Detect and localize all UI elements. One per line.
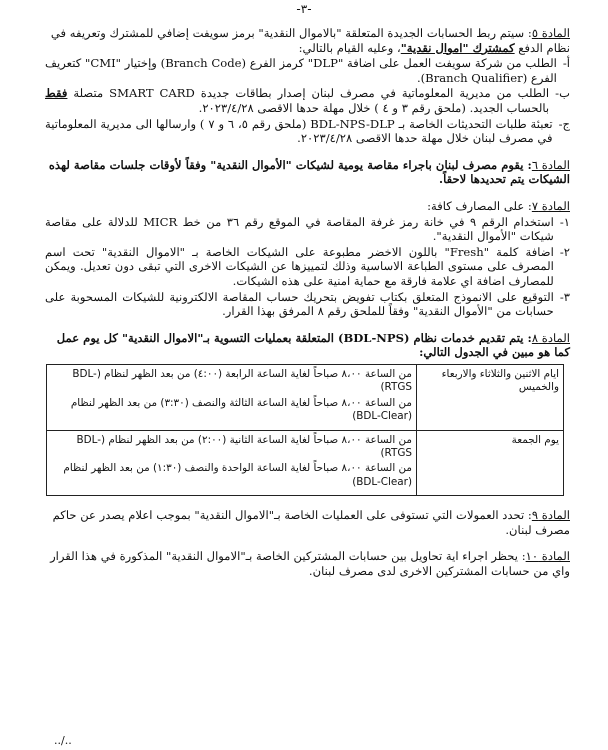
article-label: المادة ٧ (531, 198, 570, 213)
article-label: المادة ٨ (531, 330, 570, 345)
article-7: المادة ٧: على المصارف كافة: ١- استخدام الرقم ٩ في خانة رمز غرفة المقاصة في الموقع رقم ٣٦ من خط MICR للدلالة على مقاصة شيكات "الأموال النقدية". ٢- اضافة كلمة "Fresh" باللون الاخضر مطبوعة على الشيكات الخاصة بـ "الاموال النقدية" تحت اسم المصرف على مستوى الطباعة الاساسية وذلك لتمييزها عن الشيكات الاخرى التي تبقى دون تعديل. ويمكن للمصارف اضافة اي علامة فارقة مع حماية امنية على هذه الشيكات. ٣- التوقيع على الانموذج المتعلق بكتاب تفويض بتحريك حساب المقاصة الالكترونية للشيكات المسحوبة على حسابات من "الأموال النقدية" وفقاً للملحق رقم ٨ المرفق بهذا القرار. (45, 198, 570, 319)
article-8-text: : يتم تقديم خدمات نظام (BDL-NPS) المتعلقة بعمليات التسوية بـ"الاموال النقدية" كل يوم عمل كما هو مبين في الجدول التالي: (56, 330, 570, 360)
article-9-text: : تحدد العمولات التي تستوفى على العمليات الخاصة بـ"الاموال النقدية" بموجب اعلام يصدر عن حاكم مصرف لبنان. (52, 508, 570, 537)
table-row (47, 430, 564, 496)
article-5 (45, 26, 570, 146)
article-8 (45, 331, 570, 496)
continuation-mark: ../.. (54, 734, 72, 747)
article-9 (45, 508, 570, 537)
document-body (45, 26, 570, 591)
article-6-text: : يقوم مصرف لبنان باجراء مقاصة يومية لشيكات "الأموال النقدية" وفقاً لأوقات جلسات مقاصة لهذه الشيكات يتم تحديدها لاحقاً. (48, 157, 570, 187)
article-label: المادة ٦ (531, 157, 570, 172)
list-item: ب- الطلب من مديرية المعلوماتية في مصرف لبنان إصدار بطاقات جديدة SMART CARD متصلة فقط بالحساب الجديد. (ملحق رقم ٣ و ٤ ) خلال مهلة حدها الاقصى ٢٠٢٣/٤/٢٨. (45, 86, 570, 115)
list-item: ٣- التوقيع على الانموذج المتعلق بكتاب تفويض بتحريك حساب المقاصة الالكترونية للشيكات المسحوبة على حسابات من "الأموال النقدية" وفقاً للملحق رقم ٨ المرفق بهذا القرار. (45, 289, 570, 319)
list-item: أ- الطلب من شركة سويفت العمل على اضافة "DLP" كرمز الفرع (Branch Code) وإختيار "CMI" كتعريف الفرع (Branch Qualifier). (45, 56, 570, 85)
table-cell-days: ايام الاثنين والثلاثاء والاربعاء والخميس (417, 364, 564, 430)
page-number: -٣- (296, 2, 312, 16)
list-item: ج- تعبئة طلبات التحديثات الخاصة بـ BDL-NPS-DLP (ملحق رقم ٥، ٦ و ٧ ) وارسالها الى مديرية المعلوماتية في مصرف لبنان خلال مهلة حدها الاقصى ٢٠٢٣/٤/٢٨. (45, 116, 570, 146)
article-10 (45, 549, 570, 578)
article-label: المادة ٥ (531, 26, 570, 40)
article-label: المادة ١٠ (525, 549, 570, 564)
table-cell-hours: من الساعة ٨،٠٠ صباحاً لغاية الساعة الثانية (٢:٠٠) من بعد الظهر لنظام (BDL-RTGS) من الساعة ٨،٠٠ صباحاً لغاية الساعة الواحدة والنصف (١:٣٠) من بعد الظهر لنظام (BDL-Clear) (47, 430, 417, 496)
table-row (47, 364, 564, 430)
article-5-intro: المادة ٥: سيتم ربط الحسابات الجديدة المتعلقة "بالاموال النقدية" برمز سويفت إضافي للمشترك وتعريفه في نظام الدفع كمشترك "اموال نقدية"، وعليه القيام بالتالي: (50, 26, 570, 55)
schedule-table (46, 364, 564, 496)
article-10-text: : يحظر اجراء اية تحاويل بين حسابات المشتركين الخاصة بـ"الاموال النقدية" المذكورة في هذا القرار واي من حسابات المشتركين الاخرى لدى مصرف لبنان. (50, 549, 570, 578)
table-cell-hours: من الساعة ٨،٠٠ صباحاً لغاية الساعة الرابعة (٤:٠٠) من بعد الظهر لنظام (BDL-RTGS) من الساعة ٨،٠٠ صباحاً لغاية الساعة الثالثة والنصف (٣:٣٠) من بعد الظهر لنظام (BDL-Clear) (47, 364, 417, 430)
list-item: ٢- اضافة كلمة "Fresh" باللون الاخضر مطبوعة على الشيكات الخاصة بـ "الاموال النقدية" تحت اسم المصرف على مستوى الطباعة الاساسية وذلك لتمييزها عن الشيكات الاخرى التي تبقى دون تعديل. ويمكن للمصارف اضافة اي علامة فارقة مع حماية امنية على هذه الشيكات. (45, 244, 570, 288)
article-6 (45, 158, 570, 187)
table-cell-days: يوم الجمعة (417, 430, 564, 496)
article-label: المادة ٩ (531, 508, 570, 523)
list-item: ١- استخدام الرقم ٩ في خانة رمز غرفة المقاصة في الموقع رقم ٣٦ من خط MICR للدلالة على مقاصة شيكات "الأموال النقدية". (45, 214, 570, 244)
